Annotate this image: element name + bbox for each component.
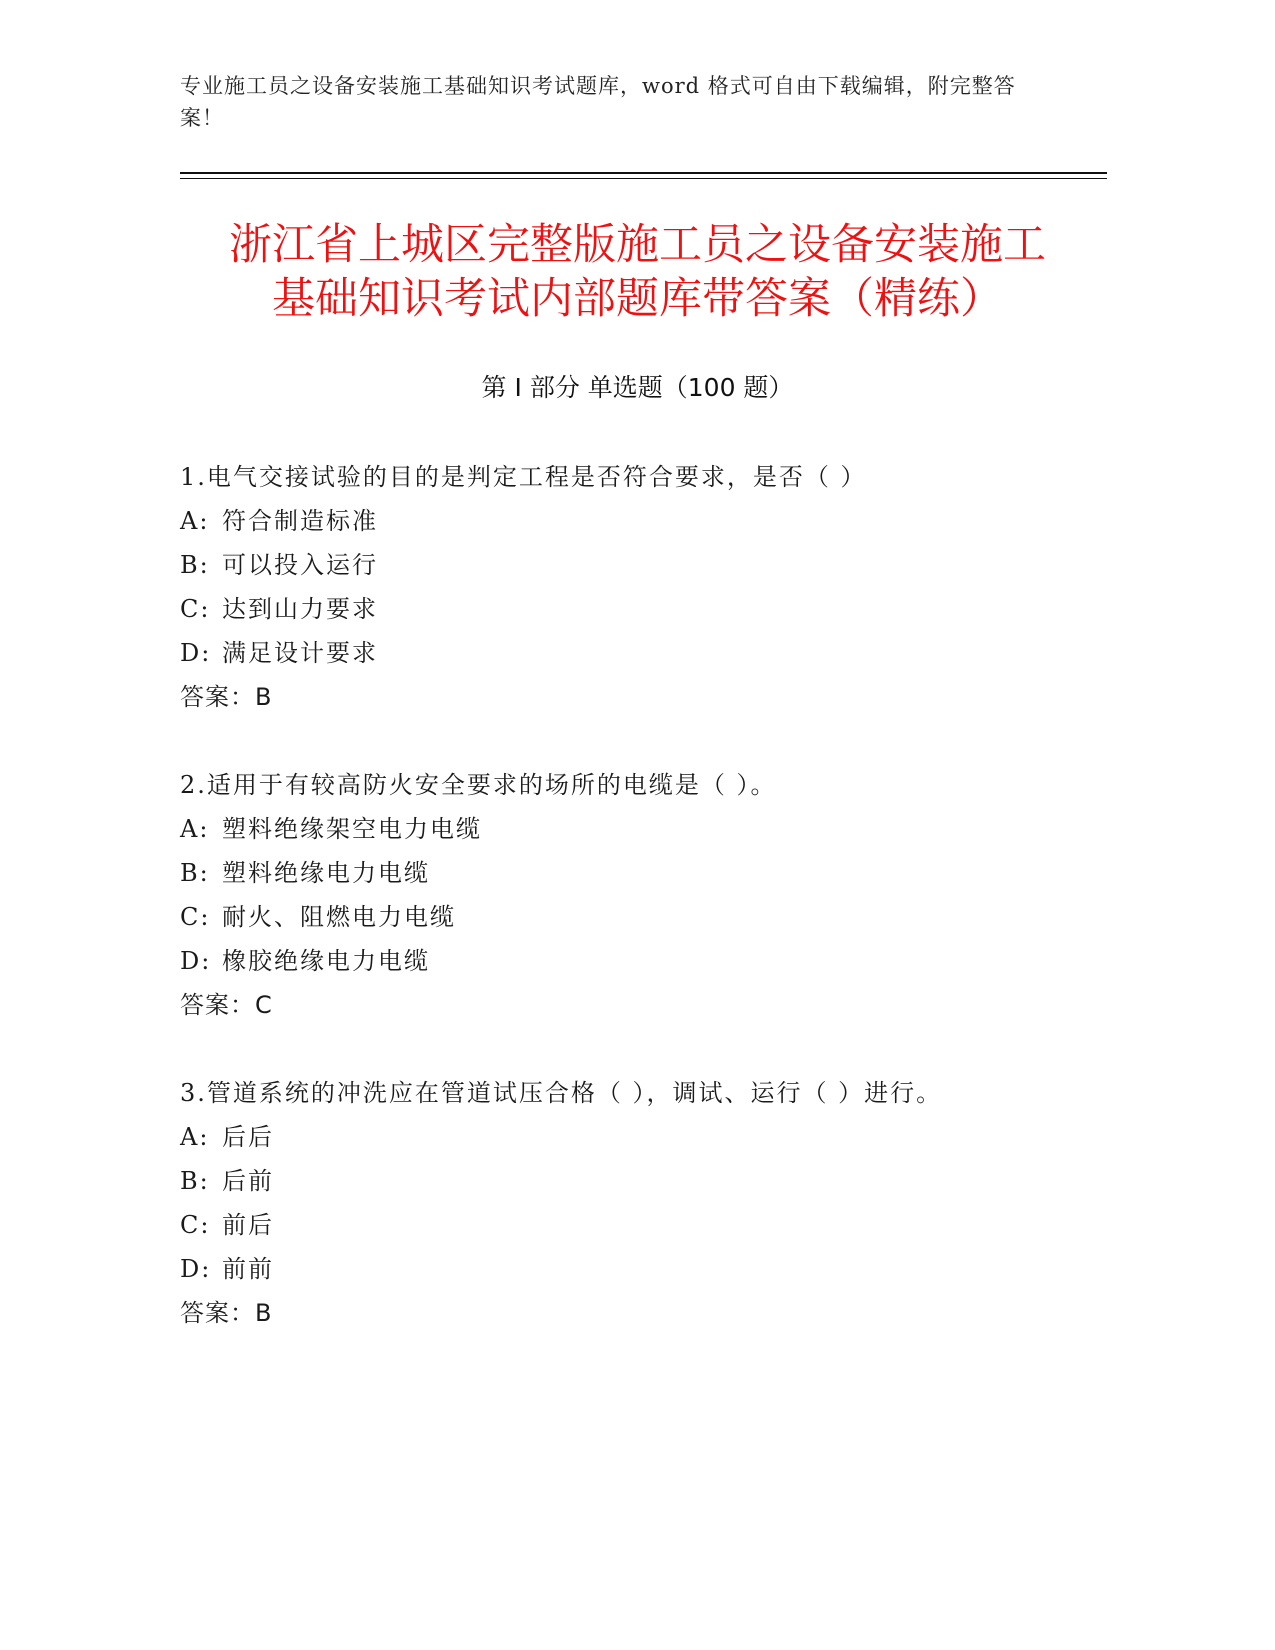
- option-letter: A:: [180, 815, 210, 843]
- option-text: 塑料绝缘架空电力电缆: [222, 815, 482, 843]
- option-letter: B:: [180, 551, 210, 579]
- option-text: 可以投入运行: [222, 551, 378, 579]
- option-text: 符合制造标准: [222, 507, 378, 535]
- option-text: 后前: [222, 1167, 274, 1195]
- option-c: [180, 895, 1110, 939]
- option-b: [180, 1159, 1110, 1203]
- option-d: [180, 1247, 1110, 1291]
- option-a: [180, 499, 1110, 543]
- option-letter: A:: [180, 507, 210, 535]
- option-letter: C:: [180, 595, 211, 623]
- question-2: [180, 763, 1110, 1027]
- option-text: 前前: [222, 1255, 274, 1283]
- section-heading: 第 I 部分 单选题（100 题）: [481, 373, 794, 402]
- header-rule-thick: [180, 172, 1107, 174]
- option-letter: B:: [180, 1167, 210, 1195]
- option-text: 后后: [222, 1123, 274, 1151]
- option-text: 前后: [222, 1211, 274, 1239]
- question-list: [180, 455, 1110, 1379]
- document-title-line-1: 浙江省上城区完整版施工员之设备安装施工: [229, 220, 1046, 270]
- document-title-line-2: 基础知识考试内部题库带答案（精练）: [272, 274, 1003, 324]
- option-text: 塑料绝缘电力电缆: [222, 859, 430, 887]
- option-letter: D:: [180, 1255, 212, 1283]
- option-b: [180, 851, 1110, 895]
- option-letter: C:: [180, 903, 211, 931]
- question-stem: 1.电气交接试验的目的是判定工程是否符合要求，是否（ ）: [180, 463, 867, 491]
- option-letter: B:: [180, 859, 210, 887]
- option-letter: D:: [180, 947, 212, 975]
- option-c: [180, 1203, 1110, 1247]
- option-d: [180, 631, 1110, 675]
- answer: 答案：B: [180, 683, 273, 711]
- question-stem: 2.适用于有较高防火安全要求的场所的电缆是（ ）。: [180, 771, 777, 799]
- header-note: 专业施工员之设备安装施工基础知识考试题库，word 格式可自由下载编辑，附完整答案！: [180, 74, 1016, 130]
- option-letter: C:: [180, 1211, 211, 1239]
- option-c: [180, 587, 1110, 631]
- option-a: [180, 807, 1110, 851]
- option-a: [180, 1115, 1110, 1159]
- option-text: 达到山力要求: [222, 595, 378, 623]
- option-text: 橡胶绝缘电力电缆: [222, 947, 430, 975]
- option-letter: D:: [180, 639, 212, 667]
- question-stem: 3.管道系统的冲洗应在管道试压合格（ ），调试、运行（ ）进行。: [180, 1079, 943, 1107]
- option-b: [180, 543, 1110, 587]
- header-rule-thin: [180, 178, 1107, 179]
- option-text: 耐火、阻燃电力电缆: [222, 903, 456, 931]
- option-text: 满足设计要求: [222, 639, 378, 667]
- option-letter: A:: [180, 1123, 210, 1151]
- option-d: [180, 939, 1110, 983]
- question-1: [180, 455, 1110, 719]
- answer: 答案：C: [180, 991, 273, 1019]
- answer: 答案：B: [180, 1299, 273, 1327]
- question-3: [180, 1071, 1110, 1335]
- document-title: [150, 218, 1125, 326]
